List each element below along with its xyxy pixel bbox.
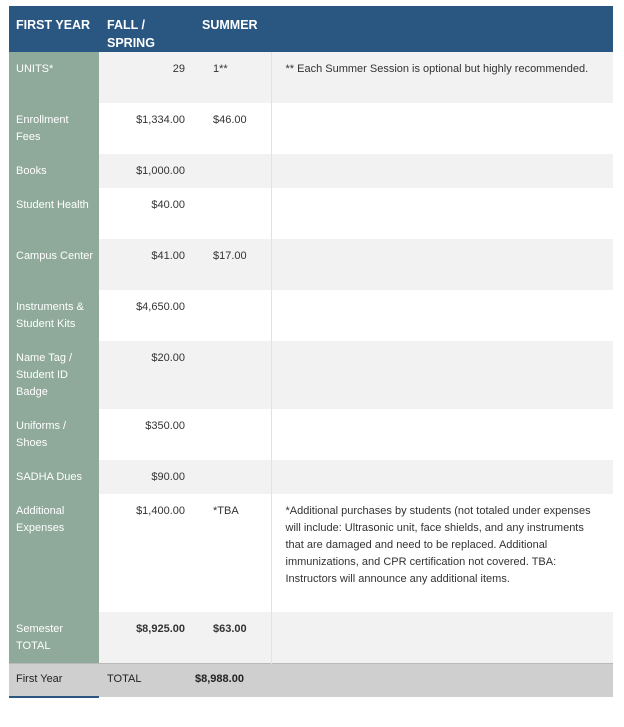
table-row [9, 494, 613, 612]
fall-spring-value: $350.00 [99, 409, 191, 460]
fall-spring-value: $1,334.00 [99, 103, 191, 154]
table-row [9, 460, 613, 494]
footer-empty [271, 663, 613, 697]
summer-value: $63.00 [191, 612, 271, 663]
table-row [9, 52, 613, 103]
row-label: Books [9, 154, 99, 188]
fall-spring-value: $90.00 [99, 460, 191, 494]
table-row [9, 341, 613, 409]
fall-spring-value: $40.00 [99, 188, 191, 239]
row-note [271, 154, 613, 188]
summer-value [191, 409, 271, 460]
row-note [271, 188, 613, 239]
header-summer: SUMMER [191, 6, 271, 52]
row-label: Name Tag / Student ID Badge [9, 341, 99, 409]
summer-value [191, 188, 271, 239]
table-row [9, 188, 613, 239]
fall-spring-value: $20.00 [99, 341, 191, 409]
row-label: SADHA Dues [9, 460, 99, 494]
row-note [271, 239, 613, 290]
table-row [9, 154, 613, 188]
row-label: Semester TOTAL [9, 612, 99, 663]
table-row [9, 239, 613, 290]
row-label: Additional Expenses [9, 494, 99, 612]
summer-value [191, 290, 271, 341]
header-first-year: FIRST YEAR [9, 6, 99, 52]
row-label: Student Health [9, 188, 99, 239]
table-row [9, 290, 613, 341]
summer-value [191, 460, 271, 494]
fall-spring-value: $8,925.00 [99, 612, 191, 663]
row-label: Instruments & Student Kits [9, 290, 99, 341]
fall-spring-value: 29 [99, 52, 191, 103]
row-note: ** Each Summer Session is optional but highly recommended. [271, 52, 613, 103]
row-note [271, 612, 613, 663]
row-note [271, 290, 613, 341]
fall-spring-value: $1,400.00 [99, 494, 191, 612]
row-note [271, 103, 613, 154]
row-note [271, 341, 613, 409]
header-fall-spring: FALL / SPRING [99, 6, 191, 52]
table-header [9, 6, 613, 52]
fall-spring-value: $4,650.00 [99, 290, 191, 341]
table-row [9, 103, 613, 154]
summer-value: 1** [191, 52, 271, 103]
table-row-semester-total [9, 612, 613, 663]
row-note: *Additional purchases by students (not totaled under expenses will include: Ultrasonic unit, face shields, and any instruments that are damaged and need to be replaced. Additional immunizations, and CPR certification not covered. TBA: Instructors will announce any additional items. [271, 494, 613, 612]
row-label: UNITS* [9, 52, 99, 103]
summer-value [191, 154, 271, 188]
row-note [271, 460, 613, 494]
summer-value: *TBA [191, 494, 271, 612]
row-label: Campus Center [9, 239, 99, 290]
summer-value [191, 341, 271, 409]
cost-table-container [9, 6, 613, 698]
summer-value: $46.00 [191, 103, 271, 154]
footer-total-value: $8,988.00 [191, 663, 271, 697]
fall-spring-value: $41.00 [99, 239, 191, 290]
summer-value: $17.00 [191, 239, 271, 290]
fall-spring-value: $1,000.00 [99, 154, 191, 188]
header-notes [271, 6, 613, 52]
footer-label: First Year [9, 663, 99, 697]
table-footer-row [9, 663, 613, 697]
row-note [271, 409, 613, 460]
cost-table [9, 6, 613, 698]
row-label: Enrollment Fees [9, 103, 99, 154]
table-row [9, 409, 613, 460]
row-label: Uniforms / Shoes [9, 409, 99, 460]
footer-total-label: TOTAL [99, 663, 191, 697]
